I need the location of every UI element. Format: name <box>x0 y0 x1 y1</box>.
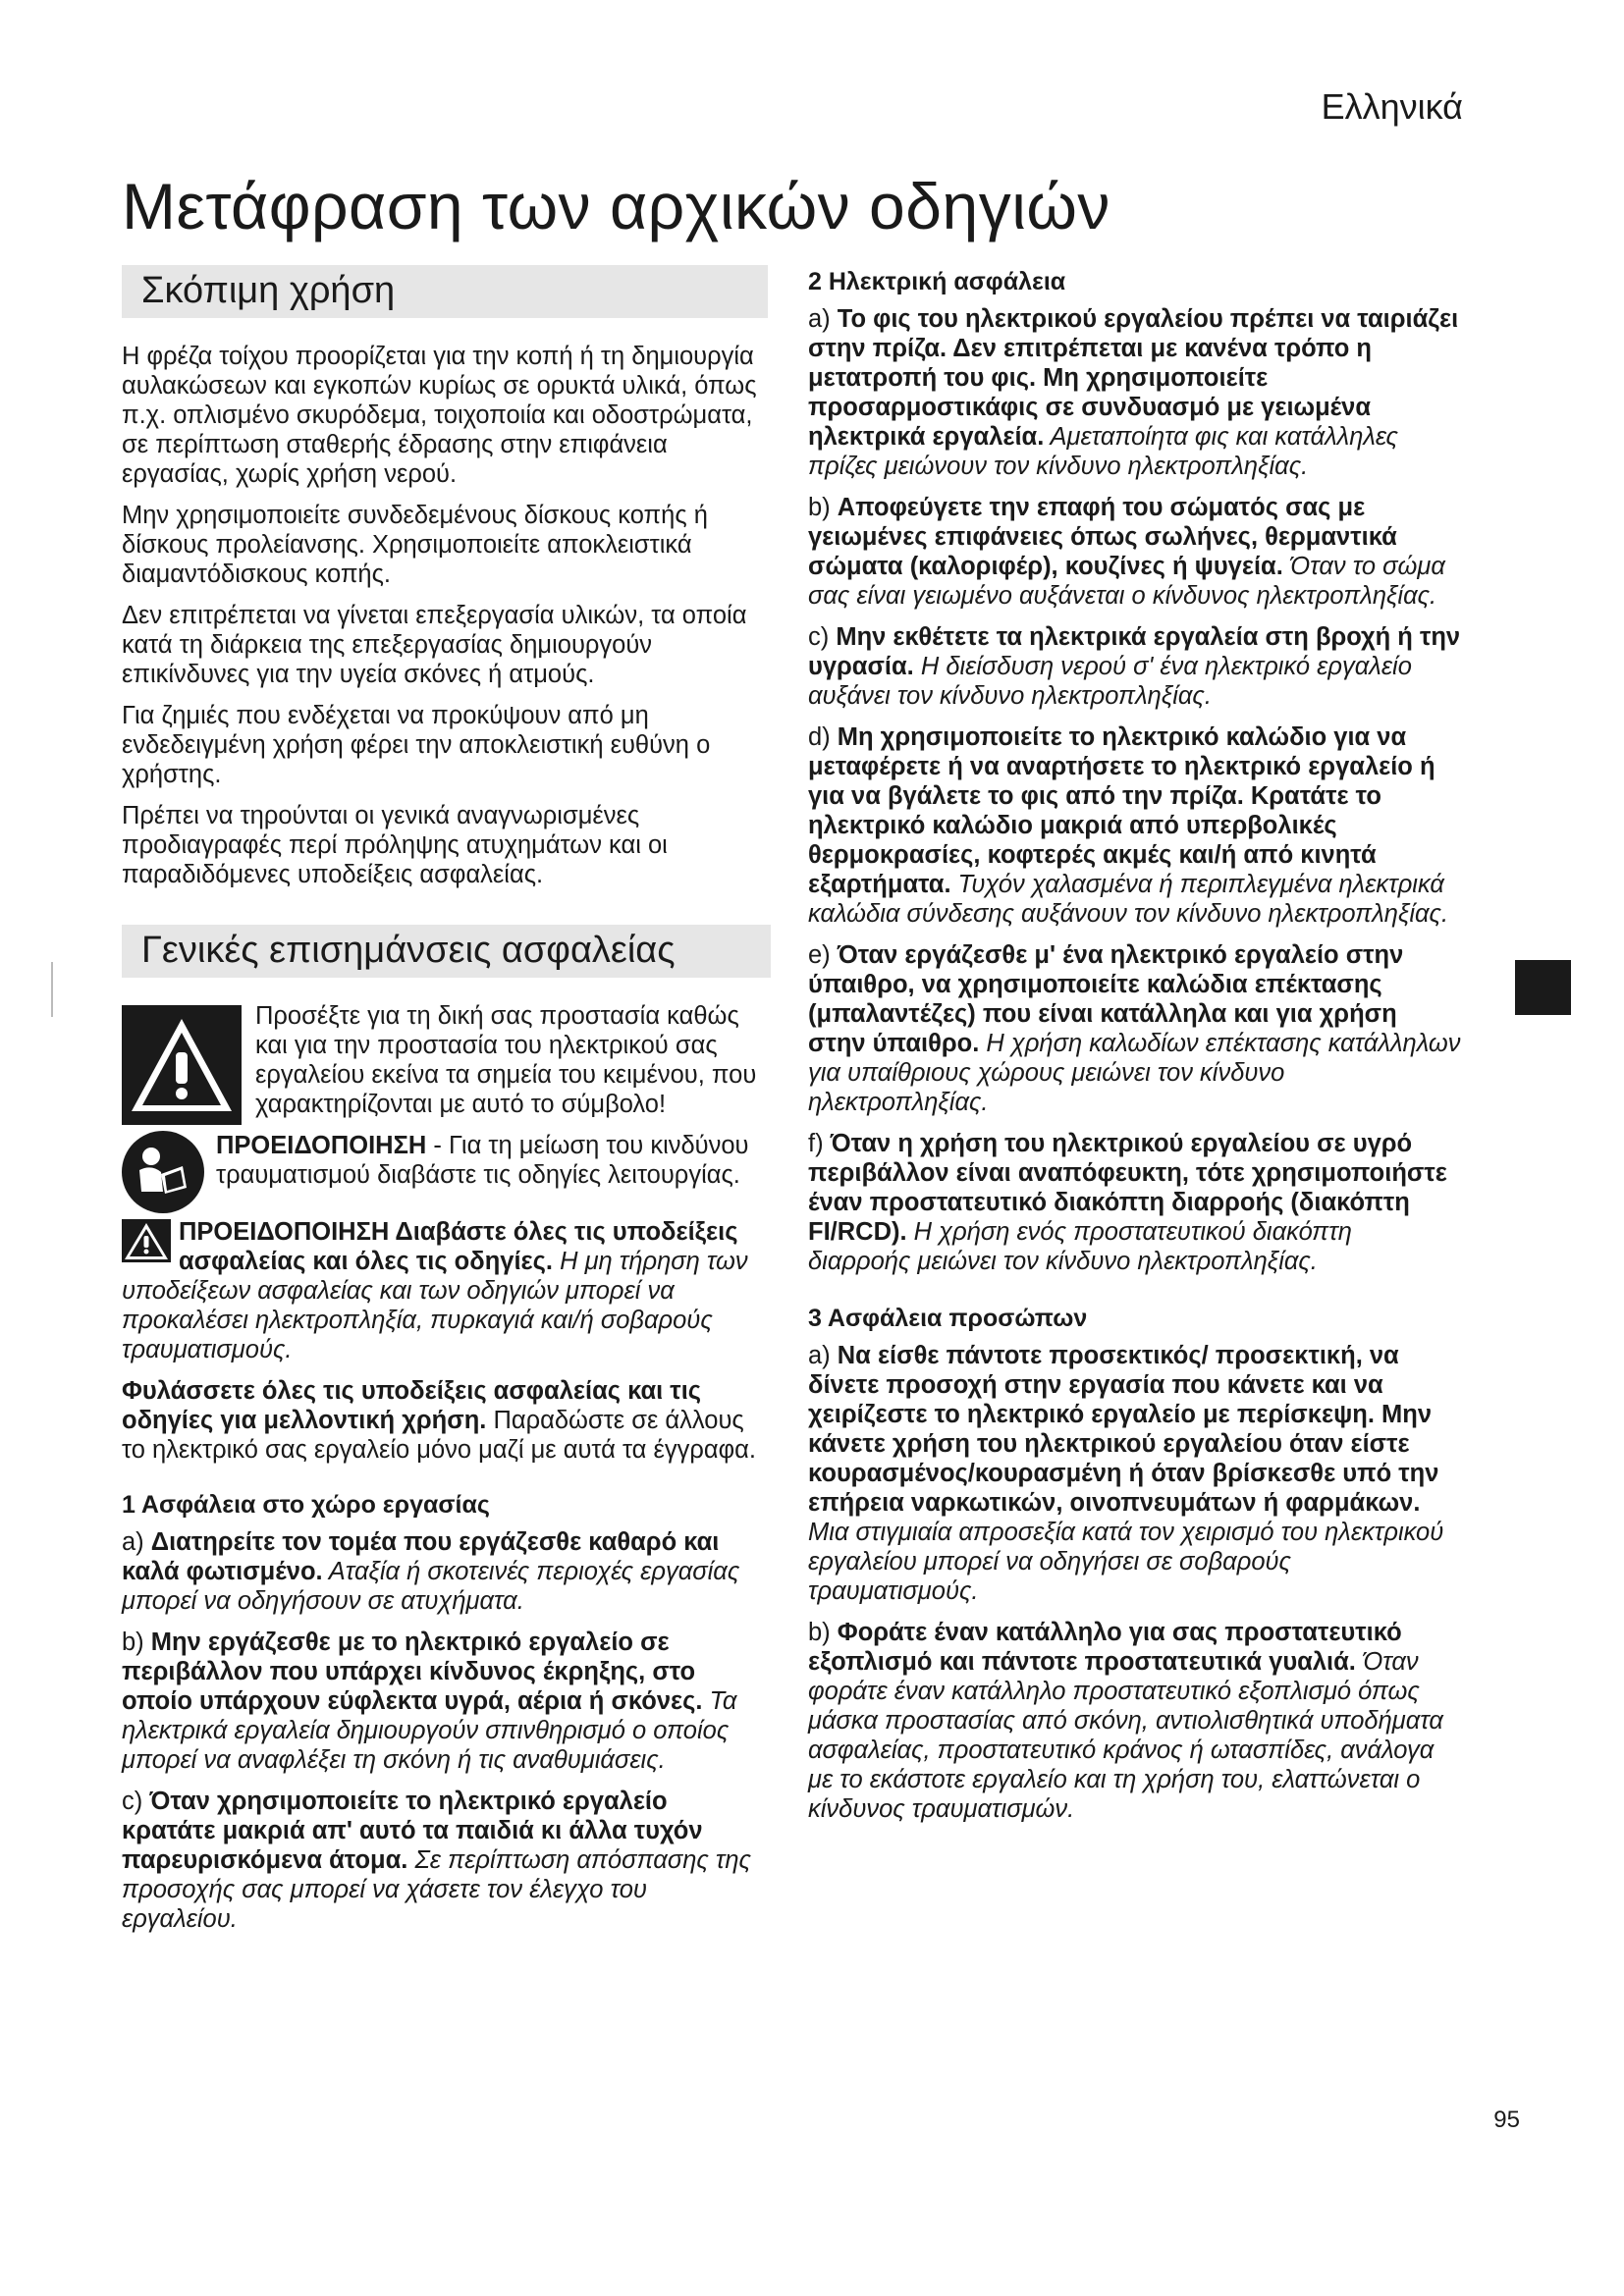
intended-use-paragraph: Μην χρησιμοποιείτε συνδεδεμένους δίσκους κοπής ή δίσκους προλείανσης. Χρησιμοποιείτε αποκλειστικά διαμαντόδισκους κοπής. <box>122 502 708 588</box>
subheading-workplace-safety: 1 Ασφάλεια στο χώρο εργασίας <box>122 1491 490 1519</box>
attention-text: Προσέξτε για τη δική σας προστασία καθώς και για την προστασία του ηλεκτρικού σας εργαλείου εκείνα τα σημεία του κειμένου, που χαρακτηρίζονται με αυτό το σύμβολο! <box>255 1002 757 1118</box>
read-warning-italic: Η μη τήρηση των υποδείξεων ασφαλείας και των οδηγιών μπορεί να προκαλέσει ηλεκτροπληξία, πυρκαγιά και/ή σοβαρούς τραυματισμούς. <box>122 1248 748 1363</box>
manual-warning <box>122 1131 768 1217</box>
personal-item: b) Φοράτε έναν κατάλληλο για σας προστατευτικό εξοπλισμό και πάντοτε προστατευτικά γυαλιά. Όταν φοράτε έναν κατάλληλο προστατευτικό εξοπλισμό όπως μάσκα προστασίας από σκόνη, αντιολισθητικά υποδήματα ασφαλείας, προστατευτικό κράνος ή ωτασπίδες, ανάλογα με το εκάστοτε εργαλείο και τη χρήση του, ελαττώνεται ο κίνδυνος τραυματισμών. <box>808 1619 1443 1823</box>
subheading-personal-safety: 3 Ασφάλεια προσώπων <box>808 1305 1088 1332</box>
section-heading-intended-use: Σκόπιμη χρήση <box>122 265 768 318</box>
workplace-item: c) Όταν χρησιμοποιείτε το ηλεκτρικό εργαλείο κρατάτε μακριά απ' αυτό τα παιδιά κι άλλα τυχόν παρευρισκόμενα άτομα. Σε περίπτωση απόσπασης της προσοχής σας μπορεί να χάσετε τον έλεγχο του εργαλείου. <box>122 1788 751 1933</box>
workplace-item: a) Διατηρείτε τον τομέα που εργάζεσθε καθαρό και καλά φωτισμένο. Αταξία ή σκοτεινές περιοχές εργασίας μπορεί να οδηγήσουν σε ατυχήματα. <box>122 1528 740 1615</box>
warning-triangle-small-icon <box>122 1219 171 1262</box>
attention-note <box>122 1001 768 1131</box>
warning-triangle-icon <box>122 1005 242 1125</box>
electrical-item: d) Μη χρησιμοποιείτε το ηλεκτρικό καλώδιο για να μεταφέρετε ή να αναρτήσετε το ηλεκτρικό εργαλείο ή για να βγάλετε το φις από την πρίζα. Κρατάτε το ηλεκτρικό καλώδιο μακριά από υπερβολικές θερμοκρασίες, κοφτερές ακμές και/ή από κινητά εξαρτήματα. Τυχόν χαλασμένα ή περιπλεγμένα ηλεκτρικά καλώδια σύνδεσης αυξάνουν τον κίνδυνο ηλεκτροπληξίας. <box>808 723 1449 928</box>
manual-warning-label: ΠΡΟΕΙΔΟΠΟΙΗΣΗ <box>216 1132 427 1159</box>
left-edge-mark <box>51 962 53 1017</box>
right-column <box>808 267 1461 1836</box>
intended-use-paragraph: Δεν επιτρέπεται να γίνεται επεξεργασία υλικών, τα οποία κατά τη διάρκεια της επεξεργασίας δημιουργούν επικίνδυνες για την υγεία σκόνες ή ατμούς. <box>122 602 747 688</box>
intended-use-body <box>122 342 768 889</box>
electrical-item: f) Όταν η χρήση του ηλεκτρικού εργαλείου σε υγρό περιβάλλον είναι αναπόφευκτη, τότε χρησιμοποιήστε έναν προστατευτικό διακόπτη διαρροής (διακόπτη FI/RCD). Η χρήση ενός προστατευτικού διακόπτη διαρροής μειώνει τον κίνδυνο ηλεκτροπληξίας. <box>808 1130 1447 1275</box>
read-all-warning <box>122 1217 768 1364</box>
keep-instructions <box>122 1376 768 1465</box>
intended-use-paragraph: Πρέπει να τηρούνται οι γενικά αναγνωρισμένες προδιαγραφές περί πρόληψης ατυχημάτων και οι παραδιδόμενες υποδείξεις ασφαλείας. <box>122 802 668 888</box>
manual-warning-text: - Για τη μείωση του κινδύνου τραυματισμού διαβάστε τις οδηγίες λειτουργίας. <box>216 1132 749 1189</box>
read-manual-icon <box>122 1131 204 1213</box>
electrical-item: b) Αποφεύγετε την επαφή του σώματός σας με γειωμένες επιφάνειες όπως σωλήνες, θερμαντικά σώματα (καλοριφέρ), κουζίνες ή ψυγεία. Όταν το σώμα σας είναι γειωμένο αυξάνεται ο κίνδυνος ηλεκτροπληξίας. <box>808 494 1445 610</box>
personal-item: a) Να είσθε πάντοτε προσεκτικός/ προσεκτική, να δίνετε προσοχή στην εργασία που κάνετε και να χειρίζεστε το ηλεκτρικό εργαλείο με περίσκεψη. Μην κάνετε χρήση του ηλεκτρικού εργαλείου όταν είστε κουρασμένος/κουρασμένη ή όταν βρίσκεσθε υπό την επήρεια ναρκωτικών, οινοπνευμάτων ή φαρμάκων. Μια στιγμιαία απροσεξία κατά τον χειρισμό του ηλεκτρικού εργαλείου μπορεί να οδηγήσει σε σοβαρούς τραυματισμούς. <box>808 1342 1444 1605</box>
read-warning-bold: ΠΡΟΕΙΔΟΠΟΙΗΣΗ Διαβάστε όλες τις υποδείξεις ασφαλείας και όλες τις οδηγίες. <box>179 1218 738 1275</box>
intended-use-paragraph: Η φρέζα τοίχου προορίζεται για την κοπή ή τη δημιουργία αυλακώσεων και εγκοπών κυρίως σε ορυκτά υλικά, όπως π.χ. οπλισμένο σκυρόδεμα, τοιχοποιία και οδοστρώματα, σε περίπτωση σταθερής έδρασης στην επιφάνεια εργασίας, χωρίς χρήση νερού. <box>122 343 757 488</box>
section-heading-general-safety: Γενικές επισημάνσεις ασφαλείας <box>122 925 771 978</box>
electrical-item: e) Όταν εργάζεσθε μ' ένα ηλεκτρικό εργαλείο στην ύπαιθρο, να χρησιμοποιείτε καλώδια επέκτασης (μπαλαντέζες) που είναι κατάλληλα και για χρήση στην ύπαιθρο. Η χρήση καλωδίων επέκτασης κατάλληλων για υπαίθριους χώρους μειώνει τον κίνδυνο ηλεκτροπληξίας. <box>808 941 1461 1116</box>
workplace-item: b) Μην εργάζεσθε με το ηλεκτρικό εργαλείο σε περιβάλλον που υπάρχει κίνδυνος έκρηξης, στο οποίο υπάρχουν εύφλεκτα υγρά, αέρια ή σκόνες. Τα ηλεκτρικά εργαλεία δημιουργούν σπινθηρισμό ο οποίος μπορεί να αναφλέξει τη σκόνη ή τις αναθυμιάσεις. <box>122 1629 737 1774</box>
section-tab-marker <box>1515 960 1571 1015</box>
page-number: 95 <box>1493 2107 1520 2133</box>
keep-instructions-bold: Φυλάσσετε όλες τις υποδείξεις ασφαλείας και τις οδηγίες για μελλοντική χρήση. <box>122 1377 702 1434</box>
language-label: Ελληνικά <box>1321 86 1463 127</box>
keep-instructions-text: Παραδώστε σε άλλους το ηλεκτρικό σας εργαλείο μόνο μαζί με αυτά τα έγγραφα. <box>122 1407 756 1464</box>
electrical-item: c) Μην εκθέτετε τα ηλεκτρικά εργαλεία στη βροχή ή την υγρασία. Η διείσδυση νερού σ' ένα ηλεκτρικό εργαλείο αυξάνει τον κίνδυνο ηλεκτροπληξίας. <box>808 623 1461 710</box>
page-title: Μετάφραση των αρχικών οδηγιών <box>122 170 1110 242</box>
intended-use-paragraph: Για ζημιές που ενδέχεται να προκύψουν από μη ενδεδειγμένη χρήση φέρει την αποκλειστική ευθύνη ο χρήστης. <box>122 702 711 788</box>
subheading-electrical-safety: 2 Ηλεκτρική ασφάλεια <box>808 268 1066 295</box>
electrical-item: a) Το φις του ηλεκτρικού εργαλείου πρέπει να ταιριάζει στην πρίζα. Δεν επιτρέπεται με κανένα τρόπο η μετατροπή του φις. Μη χρησιμοποιείτε προσαρμοστικάφις σε συνδυασμό με γειωμένα ηλεκτρικά εργαλεία. Αμεταποίητα φις και κατάλληλες πρίζες μειώνουν τον κίνδυνο ηλεκτροπληξίας. <box>808 305 1459 480</box>
left-column <box>122 265 768 1946</box>
